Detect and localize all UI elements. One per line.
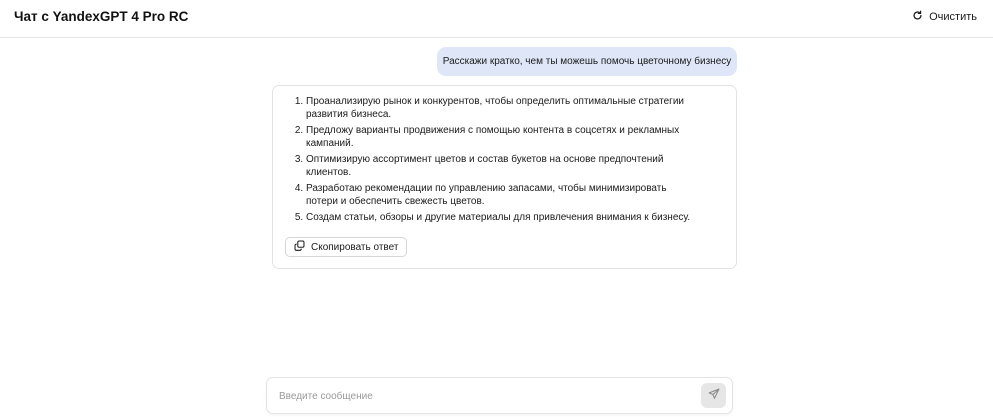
clear-chat-label: Очистить: [929, 11, 977, 23]
page-title: Чат с YandexGPT 4 Pro RC: [14, 9, 189, 24]
clear-chat-button[interactable]: [912, 7, 977, 27]
refresh-icon: [912, 10, 923, 24]
app-header: [0, 0, 993, 38]
answer-list: [289, 95, 696, 227]
answer-list-item: 1. Проанализирую рынок и конкурентов, чтобы определить оптимальные стратегии развития бизнеса.: [306, 95, 696, 121]
copy-icon: [294, 240, 305, 254]
send-button[interactable]: [701, 383, 726, 408]
user-message-bubble: [437, 47, 737, 76]
answer-list-item: 5. Создам статьи, обзоры и другие материалы для привлечения внимания к бизнесу.: [306, 211, 696, 224]
message-input[interactable]: [279, 387, 679, 405]
answer-list-item: 3. Оптимизирую ассортимент цветов и состав букетов на основе предпочтений клиентов.: [306, 153, 696, 179]
assistant-answer-card: [272, 85, 737, 269]
copy-answer-label: Скопировать ответ: [311, 241, 399, 253]
user-message-text: Расскажи кратко, чем ты можешь помочь цветочному бизнесу: [442, 56, 732, 67]
copy-answer-button[interactable]: [285, 237, 407, 257]
answer-list-item: 2. Предложу варианты продвижения с помощью контента в соцсетях и рекламных кампаний.: [306, 124, 696, 150]
message-composer: [266, 377, 733, 414]
send-icon: [708, 387, 720, 405]
answer-list-item: 4. Разработаю рекомендации по управлению запасами, чтобы минимизировать потери и обеспечить свежесть цветов.: [306, 182, 696, 208]
